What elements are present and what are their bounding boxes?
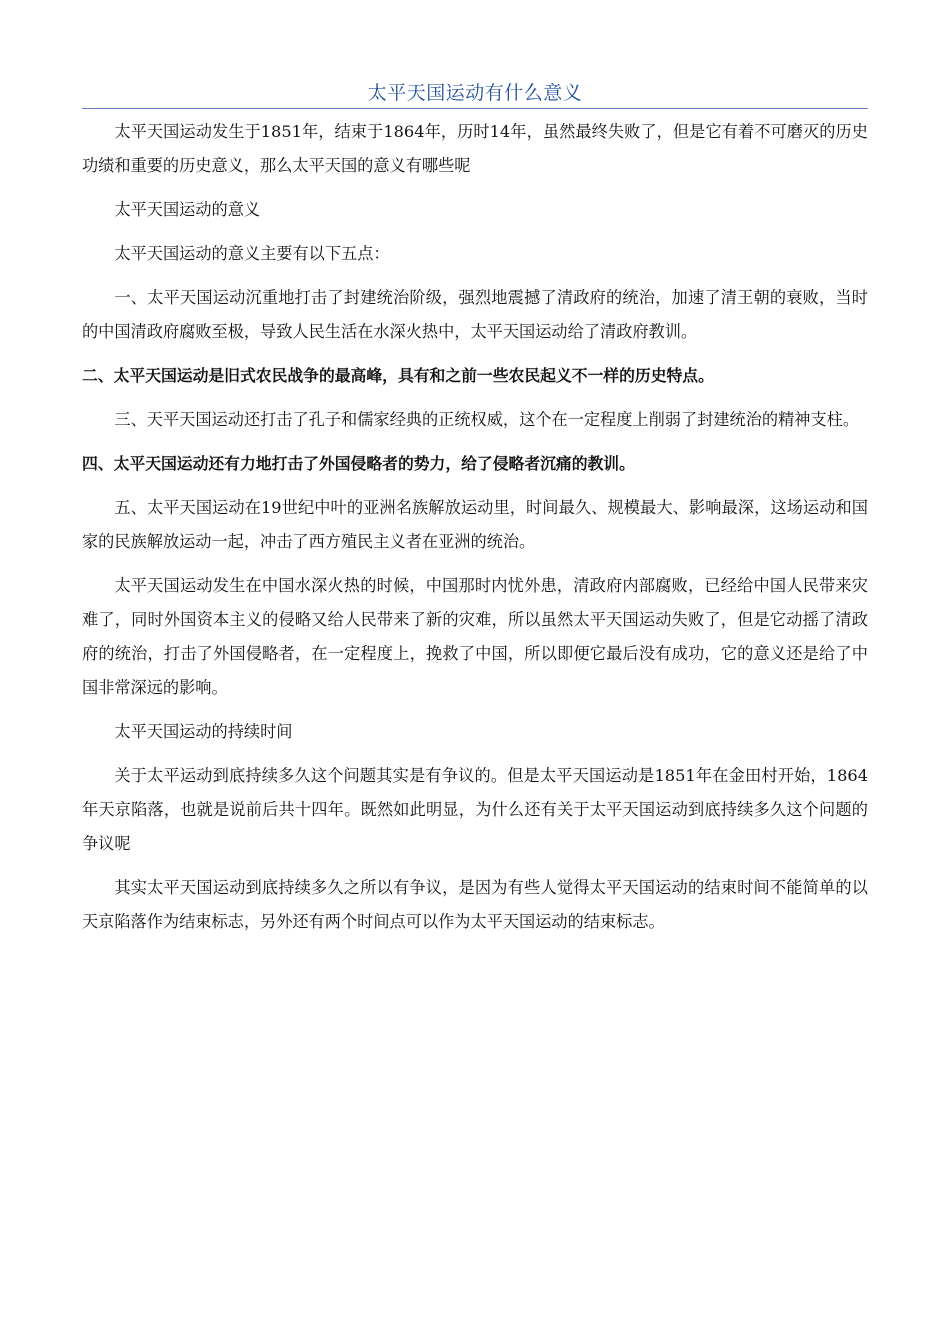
paragraph-duration-question: 关于太平运动到底持续多久这个问题其实是有争议的。但是太平天国运动是1851年在金田村开始，1864年天京陷落，也就是说前后共十四年。既然如此明显，为什么还有关于太平天国运动到底持续多久这个问题的争议呢 [82, 766, 868, 853]
paragraph-point-three: 三、天平天国运动还打击了孔子和儒家经典的正统权威，这个在一定程度上削弱了封建统治的精神支柱。 [114, 410, 860, 429]
section-heading-duration: 太平天国运动的持续时间 [114, 722, 293, 741]
paragraph-five-points: 太平天国运动的意义主要有以下五点： [114, 244, 390, 263]
paragraph-point-five: 五、太平天国运动在19世纪中叶的亚洲名族解放运动里，时间最久、规模最大、影响最深，这场运动和国家的民族解放运动一起，冲击了西方殖民主义者在亚洲的统治。 [82, 498, 868, 551]
paragraph-intro: 太平天国运动发生于1851年，结束于1864年，历时14年，虽然最终失败了，但是它有着不可磨灭的历史功绩和重要的历史意义，那么太平天国的意义有哪些呢 [82, 122, 868, 175]
paragraph-summary: 太平天国运动发生在中国水深火热的时候，中国那时内忧外患，清政府内部腐败，已经给中国人民带来灾难了，同时外国资本主义的侵略又给人民带来了新的灾难，所以虽然太平天国运动失败了，但是它动摇了清政府的统治，打击了外国侵略者，在一定程度上，挽救了中国，所以即便它最后没有成功，它的意义还是给了中国非常深远的影响。 [82, 576, 868, 697]
paragraph-point-four: 四、太平天国运动还有力地打击了外国侵略者的势力，给了侵略者沉痛的教训。 [82, 454, 635, 473]
title-underline [82, 108, 868, 109]
paragraph-point-two: 二、太平天国运动是旧式农民战争的最高峰，具有和之前一些农民起义不一样的历史特点。 [82, 366, 714, 385]
paragraph-point-one: 一、太平天国运动沉重地打击了封建统治阶级，强烈地震撼了清政府的统治，加速了清王朝的衰败，当时的中国清政府腐败至极，导致人民生活在水深火热中，太平天国运动给了清政府教训。 [82, 288, 868, 341]
document-title: 太平天国运动有什么意义 [367, 82, 583, 104]
paragraph-duration-answer: 其实太平天国运动到底持续多久之所以有争议，是因为有些人觉得太平天国运动的结束时间不能简单的以天京陷落作为结束标志，另外还有两个时间点可以作为太平天国运动的结束标志。 [82, 878, 868, 931]
document-page [82, 78, 868, 949]
section-heading-significance: 太平天国运动的意义 [114, 200, 261, 219]
